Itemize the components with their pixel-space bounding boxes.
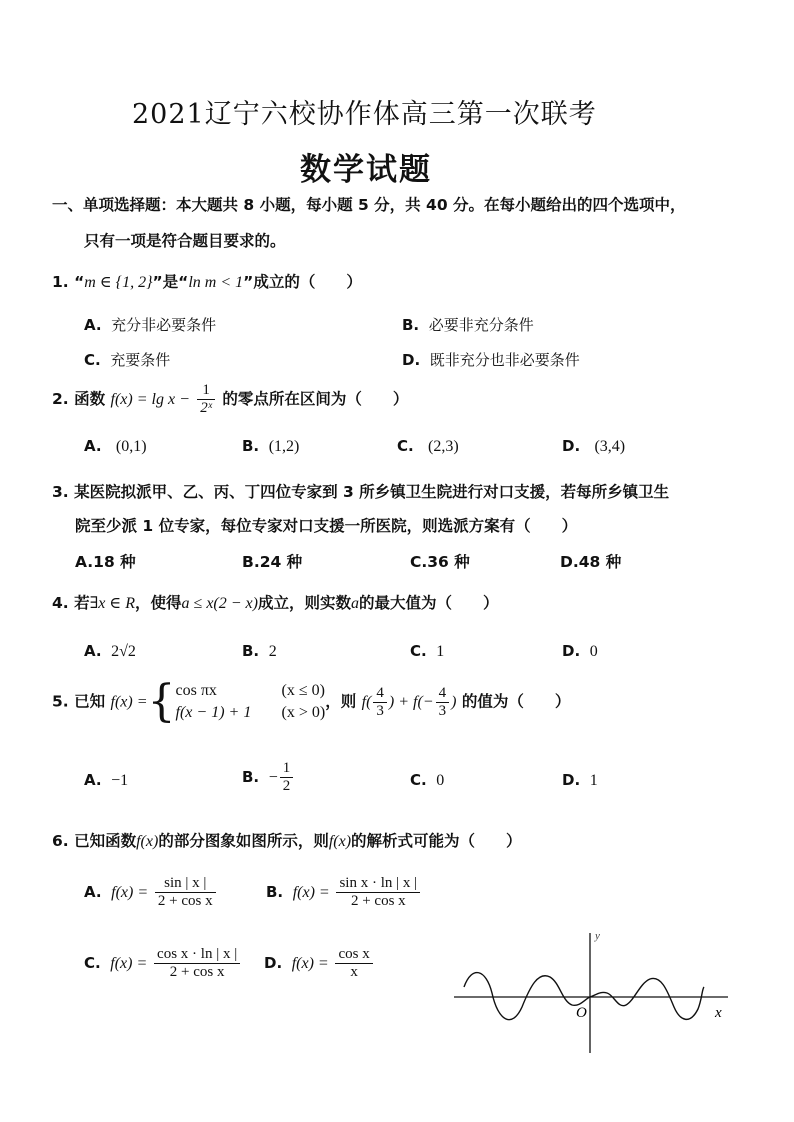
option-b[interactable]: B. 必要非充分条件	[402, 316, 534, 334]
math-expr: f(x)	[328, 833, 352, 850]
option-b[interactable]: B.24 种	[242, 553, 303, 571]
math-expr: a	[350, 595, 359, 612]
math-expr: a ≤ x(2 − x)	[181, 595, 258, 612]
section-heading-cont: 只有一项是符合题目要求的。	[84, 232, 286, 250]
question-2: 2. 函数 f(x) = lg x − $\frac{1}{\text{2ˣ}}$ 的零点所在区间为（ ）	[52, 382, 409, 416]
option-a[interactable]: A. 充分非必要条件	[84, 316, 217, 334]
x-axis-label: x	[715, 1005, 722, 1021]
fraction: $\frac{1}{\text{2ˣ}}$	[197, 382, 215, 417]
option-b[interactable]: B. 2	[242, 642, 277, 660]
fraction: $\frac{\text{cos x · ln | x |}}{\text{2 + cos x}}$	[154, 946, 240, 981]
option-c[interactable]: C. 1	[410, 642, 445, 660]
option-a[interactable]: A. (0,1)	[84, 437, 147, 455]
option-c[interactable]: C.36 种	[410, 553, 470, 571]
fraction: $\frac{\text{sin x · ln | x |}}{\text{2 + cos x}}$	[336, 875, 420, 910]
question-3: 3. 某医院拟派甲、乙、丙、丁四位专家到 3 所乡镇卫生院进行对口支援，若每所乡镇卫生	[52, 483, 670, 501]
fraction: $\frac{\sin | x |}{\text{2 + cos x}}$	[155, 875, 216, 910]
option-b[interactable]: B. − $\frac{1}{2}$	[242, 760, 295, 795]
y-axis-label: y	[595, 930, 600, 942]
math-expr: f(x) = lg x −	[110, 391, 190, 408]
function-graph	[450, 925, 750, 1060]
math-expr: f(x)	[136, 833, 159, 850]
math-expr: ln m < 1	[188, 274, 244, 291]
subject-title: 数学试题	[300, 152, 432, 188]
math-expr: f(x) =	[110, 693, 148, 711]
option-a[interactable]: A. −1	[84, 771, 129, 789]
option-c[interactable]: C. (2,3)	[397, 437, 459, 455]
question-number: 5.	[52, 692, 69, 711]
question-number: 4.	[52, 594, 69, 612]
fraction: $\frac{\text{cos x}}{x}$	[335, 946, 372, 981]
fraction: $\frac{4}{3}$	[436, 685, 450, 720]
math-expr: m ∈ {1, 2}	[84, 274, 153, 291]
origin-label: O	[576, 1005, 587, 1021]
option-b[interactable]: B. (1,2)	[242, 437, 300, 455]
question-number: 3.	[52, 483, 69, 501]
fraction: $\frac{1}{2}$	[280, 760, 294, 795]
option-a[interactable]: A. 2√2	[84, 642, 136, 660]
question-3-cont: 院至少派 1 位专家，每位专家对口支援一所医院，则选派方案有（ ）	[75, 517, 578, 535]
exam-title: 2021辽宁六校协作体高三第一次联考	[132, 99, 597, 130]
option-b[interactable]: B. f(x) = $\frac{\text{sin x · ln | x |}}{\text{2 + cos x}}$	[266, 875, 422, 910]
option-a[interactable]: A. f(x) = $\frac{\sin | x |}{\text{2 + cos x}}$	[84, 875, 218, 910]
question-1: 1. “m ∈ {1, 2}”是“ln m < 1”成立的（ ）	[52, 273, 362, 291]
option-d[interactable]: D. f(x) = $\frac{\text{cos x}}{x}$	[264, 946, 375, 981]
fraction: $\frac{4}{3}$	[373, 685, 387, 720]
section-heading: 一、单项选择题：本大题共 8 小题，每小题 5 分，共 40 分。在每小题给出的四个选项中，	[52, 196, 686, 214]
option-d[interactable]: D.48 种	[560, 553, 622, 571]
option-d[interactable]: D. 既非充分也非必要条件	[402, 351, 580, 369]
option-d[interactable]: D. 0	[562, 642, 598, 660]
option-c[interactable]: C. f(x) = $\frac{\text{cos x · ln | x |}}{\text{2 + cos x}}$	[84, 946, 242, 981]
option-a[interactable]: A.18 种	[75, 553, 136, 571]
option-d[interactable]: D. 1	[562, 771, 598, 789]
math-expr: ∃x ∈ R	[89, 595, 136, 612]
question-number: 2.	[52, 390, 69, 408]
piecewise-cases: cos πx (x ≤ 0) f(x − 1) + 1 (x > 0)	[175, 682, 326, 721]
question-5: 5. 已知 f(x) ={cos πx (x ≤ 0) f(x − 1) + 1 (x > 0)，则 f( $\frac{4}{3}$ ) + f(− $\frac{4}{3}$ ) 的值为（ ）	[52, 676, 571, 727]
option-c[interactable]: C. 0	[410, 771, 445, 789]
question-number: 1.	[52, 273, 69, 291]
option-d[interactable]: D. (3,4)	[562, 437, 626, 455]
option-c[interactable]: C. 充要条件	[84, 351, 171, 369]
question-4: 4. 若∃x ∈ R，使得a ≤ x(2 − x)成立，则实数a的最大值为（ ）	[52, 594, 499, 612]
brace-symbol: {	[147, 676, 176, 727]
question-6: 6. 已知函数f(x)的部分图象如图所示，则f(x)的解析式可能为（ ）	[52, 832, 522, 850]
question-number: 6.	[52, 832, 69, 850]
